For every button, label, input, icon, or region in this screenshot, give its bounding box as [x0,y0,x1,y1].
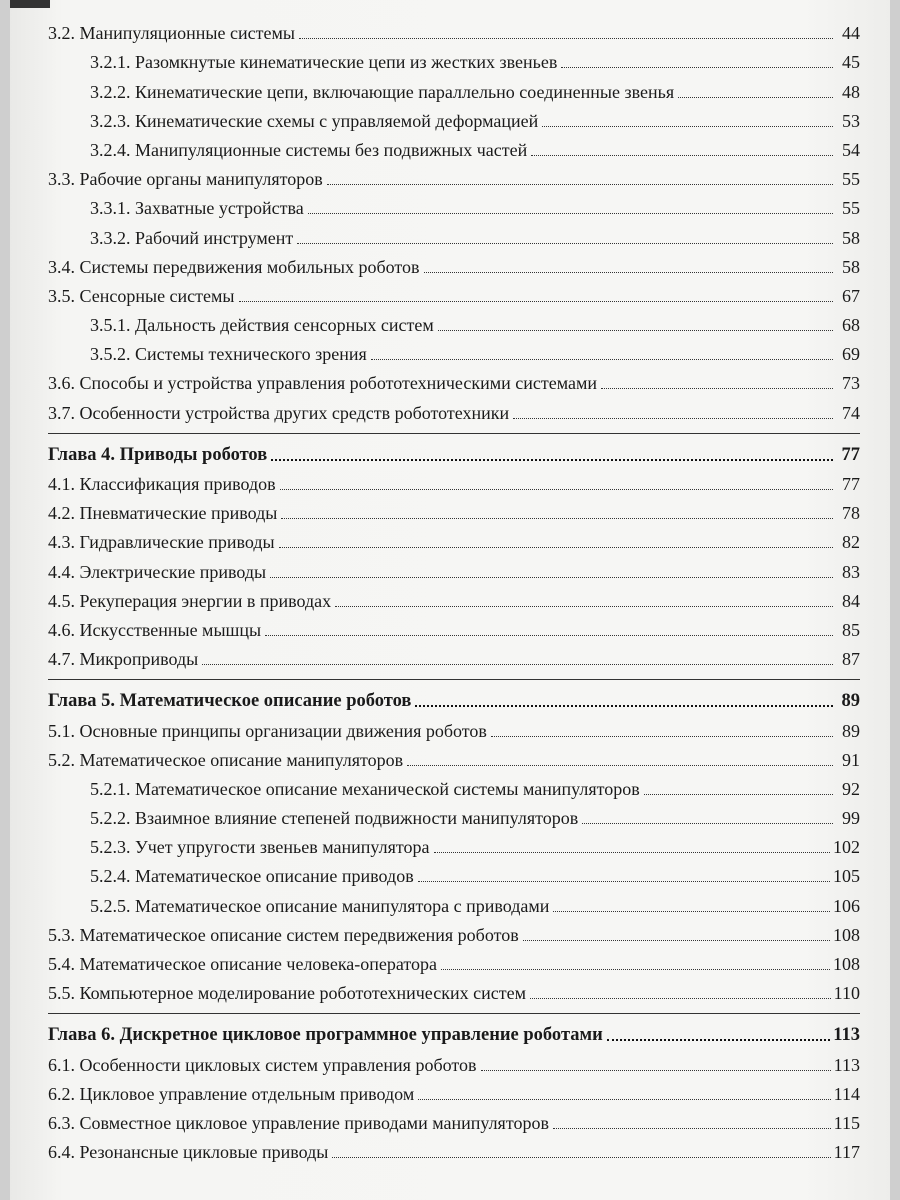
dot-leader [202,664,833,665]
toc-entry[interactable] [48,335,860,364]
dot-leader [424,272,833,273]
page-corner-shadow [10,0,50,8]
toc-entry-title: 5.2.3. Учет упругости звеньев манипулятора [90,837,430,858]
toc-entry[interactable] [48,277,860,306]
toc-entry[interactable] [48,1045,860,1074]
toc-page-number: 44 [842,23,860,44]
dot-leader [582,823,833,824]
dot-leader [531,155,833,156]
toc-page-number: 53 [842,110,860,131]
toc-entry-title: 3.2. Манипуляционные системы [48,23,295,44]
toc-page-number: 105 [833,866,860,887]
toc-page-number: 82 [842,532,860,553]
toc-entry-title: 4.3. Гидравлические приводы [48,532,275,553]
toc-entry[interactable] [48,218,860,247]
toc-page-number: 77 [842,474,860,494]
toc-entry[interactable] [48,306,860,335]
toc-entry-title: 3.2.2. Кинематические цепи, включающие параллельно соединенные звенья [90,81,675,102]
toc-page-number: 87 [842,649,860,670]
toc-entry-title: 4.6. Искусственные мышцы [48,619,262,640]
toc-entry-title: 6.4. Резонансные цикловые приводы [48,1142,329,1163]
toc-page-number: 54 [842,139,860,160]
dot-leader [678,97,833,98]
toc-entry[interactable] [48,799,860,828]
toc-entry-title: Глава 5. Математическое описание роботов [48,691,412,712]
toc-page-number: 99 [842,808,860,829]
toc-page-number: 74 [842,402,860,423]
toc-page-number: 48 [842,81,860,102]
toc-entry[interactable] [48,393,860,422]
toc-page-number: 58 [842,256,860,277]
dot-leader [530,998,831,999]
toc-entry-title: 5.2.2. Взаимное влияние степеней подвижности манипуляторов [90,808,579,829]
dot-leader [434,852,831,853]
dot-leader [281,518,833,519]
toc-entry-title: 3.6. Способы и устройства управления робототехническими системами [48,373,597,394]
toc-entry-title: 5.2. Математическое описание манипуляторов [48,749,404,770]
toc-page-number: 78 [842,503,860,524]
toc-entry[interactable] [48,945,860,974]
dot-leader [327,184,833,185]
toc-entry-title: 5.4. Математическое описание человека-оператора [48,954,438,974]
dot-leader [553,1128,831,1129]
toc-page-number: 68 [842,315,860,336]
toc-page-number: 55 [842,198,860,219]
toc-entry[interactable] [48,43,860,72]
toc-page-number: 69 [842,344,860,365]
dot-leader [239,301,833,302]
toc-entry[interactable] [48,1133,860,1162]
toc-entry-title: 3.3.2. Рабочий инструмент [90,227,294,248]
section-divider [48,423,860,434]
toc-entry-title: 3.2.1. Разомкнутые кинематические цепи из жестких звеньев [90,52,558,73]
toc-entry[interactable] [48,582,860,611]
toc-page-number: 117 [833,1142,860,1163]
toc-entry[interactable] [48,494,860,523]
dot-leader [371,359,833,360]
dot-leader [265,635,833,636]
toc-entry[interactable] [48,189,860,218]
toc-page-number: 73 [842,373,860,394]
toc-entry[interactable] [48,886,860,915]
toc-entry-title: 3.2.3. Кинематические схемы с управляемой деформацией [90,110,539,131]
toc-entry-title: 4.7. Микроприводы [48,649,199,670]
toc-page-number: 108 [833,924,860,945]
toc-entry-title: Глава 4. Приводы роботов [48,444,268,465]
dot-leader [441,969,830,970]
toc-entry-title: 3.4. Системы передвижения мобильных роботов [48,256,420,277]
dot-leader [299,38,833,39]
toc-page-number: 92 [842,778,860,799]
toc-page-number: 102 [833,837,860,858]
toc-entry-title: 5.5. Компьютерное моделирование робототехнических систем [48,983,526,1004]
toc-page-number: 89 [841,691,860,712]
toc-entry[interactable] [48,1075,860,1104]
table-of-contents [48,14,860,1162]
toc-entry-title: 5.3. Математическое описание систем передвижения роботов [48,924,519,945]
toc-page-number: 89 [842,720,860,741]
toc-page-number: 113 [833,1054,860,1075]
toc-entry-title: 3.3. Рабочие органы манипуляторов [48,169,323,190]
toc-entry-title: 6.1. Особенности цикловых систем управления роботов [48,1054,477,1075]
toc-entry[interactable] [48,828,860,857]
dot-leader [415,705,833,707]
toc-entry[interactable] [48,72,860,101]
toc-entry[interactable] [48,131,860,160]
toc-page-number: 77 [841,444,860,465]
toc-entry[interactable] [48,102,860,131]
dot-leader [553,911,830,912]
dot-leader [601,388,833,389]
dot-leader [279,547,833,548]
toc-page-number: 58 [842,227,860,248]
toc-entry-title: 6.3. Совместное цикловое управление приводами манипуляторов [48,1112,549,1133]
toc-entry-title: 4.1. Классификация приводов [48,474,276,494]
toc-entry-title: 3.5. Сенсорные системы [48,285,235,306]
toc-chapter-entry[interactable] [48,436,860,465]
dot-leader [335,606,833,607]
dot-leader [523,940,830,941]
dot-leader [491,736,833,737]
toc-entry[interactable] [48,248,860,277]
dot-leader [332,1157,830,1158]
toc-page-number: 84 [842,590,860,611]
toc-entry[interactable] [48,14,860,43]
dot-leader [297,243,833,244]
toc-entry[interactable] [48,857,860,886]
toc-entry[interactable] [48,916,860,945]
toc-page-number: 115 [833,1112,860,1133]
toc-entry-title: Глава 6. Дискретное цикловое программное управление роботами [48,1025,603,1046]
toc-page-number: 83 [842,561,860,582]
toc-entry[interactable] [48,711,860,740]
dot-leader [418,1099,830,1100]
toc-entry[interactable] [48,364,860,393]
toc-entry-title: 5.1. Основные принципы организации движения роботов [48,720,487,741]
toc-entry-title: 3.5.1. Дальность действия сенсорных систем [90,315,434,336]
dot-leader [561,67,833,68]
toc-page-number: 91 [842,749,860,770]
toc-entry[interactable] [48,1104,860,1133]
toc-entry-title: 5.2.1. Математическое описание механической системы манипуляторов [90,778,640,799]
toc-entry[interactable] [48,974,860,1003]
dot-leader [438,330,833,331]
dot-leader [607,1039,831,1041]
toc-entry[interactable] [48,741,860,770]
toc-entry-title: 3.7. Особенности устройства других средств робототехники [48,402,510,423]
dot-leader [418,881,830,882]
toc-page-number: 67 [842,285,860,306]
toc-entry-title: 3.5.2. Системы технического зрения [90,344,367,365]
dot-leader [513,418,833,419]
toc-page-number: 55 [842,169,860,190]
dot-leader [270,577,833,578]
dot-leader [542,126,833,127]
toc-page-number: 113 [833,1025,860,1046]
section-divider [48,1003,860,1014]
toc-entry-title: 4.4. Электрические приводы [48,561,267,582]
toc-entry[interactable] [48,611,860,640]
dot-leader [407,765,833,766]
toc-entry[interactable] [48,160,860,189]
dot-leader [308,213,833,214]
toc-chapter-entry[interactable] [48,682,860,711]
toc-page-number: 114 [833,1083,860,1104]
toc-entry-title: 3.3.1. Захватные устройства [90,198,304,219]
dot-leader [280,489,833,490]
toc-chapter-entry[interactable] [48,1016,860,1045]
toc-entry[interactable] [48,552,860,581]
dot-leader [481,1070,831,1071]
toc-entry-title: 5.2.5. Математическое описание манипулятора с приводами [90,895,550,916]
toc-page-number: 108 [833,954,860,974]
dot-leader [644,794,833,795]
toc-entry-title: 4.2. Пневматические приводы [48,503,278,524]
toc-page-number: 85 [842,619,860,640]
toc-entry-title: 5.2.4. Математическое описание приводов [90,866,414,887]
toc-entry-title: 6.2. Цикловое управление отдельным приводом [48,1083,415,1104]
toc-entry[interactable] [48,770,860,799]
toc-entry[interactable] [48,465,860,494]
toc-page-number: 110 [833,983,860,1004]
dot-leader [271,459,833,461]
section-divider [48,669,860,680]
toc-entry-title: 3.2.4. Манипуляционные системы без подвижных частей [90,139,528,160]
toc-page-number: 45 [842,52,860,73]
book-page [10,0,890,1200]
toc-entry[interactable] [48,640,860,669]
toc-entry[interactable] [48,523,860,552]
toc-page-number: 106 [833,895,860,916]
toc-entry-title: 4.5. Рекуперация энергии в приводах [48,590,332,611]
